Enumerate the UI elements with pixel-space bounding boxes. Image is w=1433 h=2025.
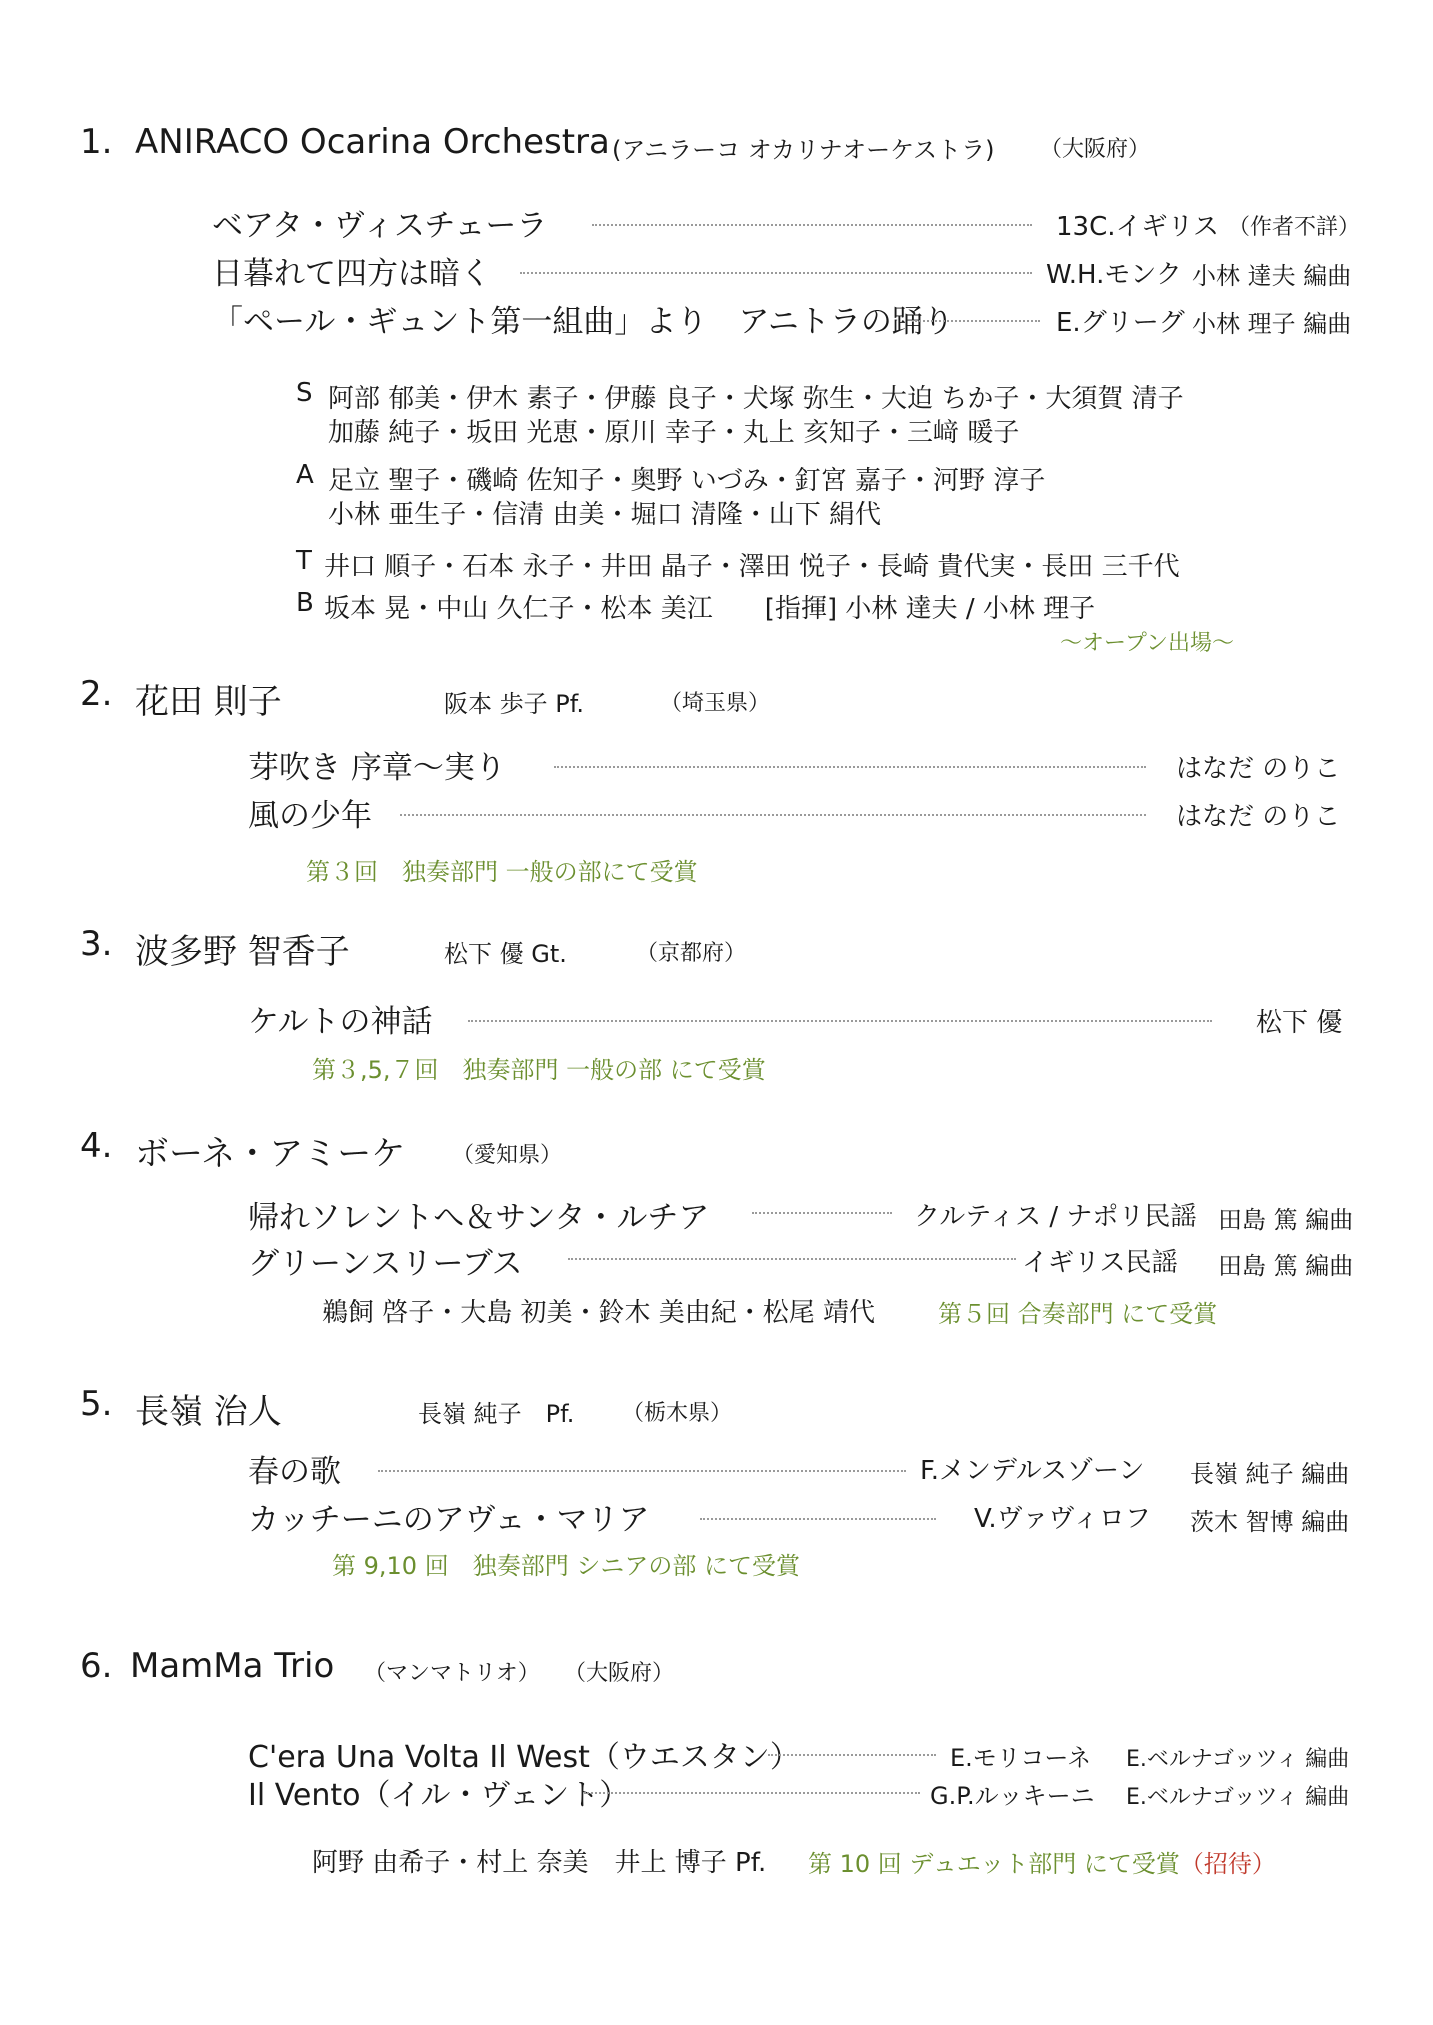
entry-1-prefecture: （大阪府） bbox=[1040, 137, 1151, 162]
entry-1-song-2-arranger: 小林 達夫 編曲 bbox=[1192, 262, 1352, 290]
entry-2-award: 第３回 独奏部門 一般の部にて受賞 bbox=[306, 858, 698, 886]
entry-6-award bbox=[808, 1844, 1276, 1879]
part-label: B bbox=[296, 588, 314, 618]
entry-5-number: 5. bbox=[80, 1384, 113, 1424]
entry-3-number: 3. bbox=[80, 924, 113, 964]
entry-4-members: 鵜飼 啓子・大島 初美・鈴木 美由紀・松尾 靖代 bbox=[322, 1298, 876, 1328]
entry-1-song-1-title: ベアタ・ヴィスチェーラ bbox=[212, 208, 548, 244]
entry-1-performer: ANIRACO Ocarina Orchestra bbox=[135, 122, 610, 162]
entry-1-song-2-composer: W.H.モンク bbox=[1046, 260, 1182, 290]
entry-1-song-1-composer: 13C.イギリス bbox=[1056, 212, 1219, 242]
entry-6-award-text: 第 10 回 デュエット部門 にて受賞 bbox=[808, 1850, 1180, 1878]
entry-2-performer: 花田 則子 bbox=[135, 682, 282, 722]
member-list: 阿部 郁美・伊木 素子・伊藤 良子・犬塚 弥生・大迫 ちか子・大須賀 清子 bbox=[328, 384, 1184, 414]
entry-5-song-1-title: 春の歌 bbox=[248, 1454, 341, 1490]
entry-2-number: 2. bbox=[80, 674, 113, 714]
entry-6-number: 6. bbox=[80, 1646, 113, 1686]
entry-1-song-2-title: 日暮れて四方は暗く bbox=[212, 256, 491, 292]
leader-dots bbox=[752, 1212, 892, 1214]
entry-1-song-3-arranger: 小林 理子 編曲 bbox=[1192, 310, 1352, 338]
leader-dots bbox=[400, 814, 1146, 816]
entry-4-song-1-composer: クルティス / ナポリ民謡 bbox=[914, 1202, 1197, 1232]
part-label: S bbox=[296, 378, 313, 408]
leader-dots bbox=[584, 1792, 920, 1794]
member-list: 加藤 純子・坂田 光恵・原川 幸子・丸上 亥知子・三﨑 暖子 bbox=[328, 418, 1020, 448]
leader-dots bbox=[768, 1754, 936, 1756]
entry-3-song-1-composer: 松下 優 bbox=[1256, 1008, 1343, 1038]
leader-dots bbox=[700, 1518, 936, 1520]
leader-dots bbox=[568, 1258, 1016, 1260]
entry-2-song-2-title: 風の少年 bbox=[248, 798, 372, 834]
entry-6-song-2-title: Il Vento（イル・ヴェント） bbox=[248, 1778, 630, 1813]
leader-dots bbox=[378, 1470, 906, 1472]
entry-3-prefecture: （京都府） bbox=[636, 941, 747, 966]
entry-2-accompanist: 阪本 歩子 Pf. bbox=[444, 690, 585, 718]
member-list: 坂本 晃・中山 久仁子・松本 美江 [指揮] 小林 達夫 / 小林 理子 bbox=[324, 594, 1096, 624]
entry-2-song-1-title: 芽吹き 序章～実り bbox=[248, 750, 506, 786]
entry-4-award: 第５回 合奏部門 にて受賞 bbox=[938, 1300, 1218, 1328]
entry-3-award: 第３,5,７回 独奏部門 一般の部 にて受賞 bbox=[312, 1056, 766, 1084]
entry-5-award: 第 9,10 回 独奏部門 シニアの部 にて受賞 bbox=[332, 1552, 800, 1580]
entry-1-song-1-arranger: （作者不詳） bbox=[1228, 215, 1361, 240]
entry-4-prefecture: （愛知県） bbox=[452, 1143, 563, 1168]
entry-6-song-1-title: C'era Una Volta Il West（ウエスタン） bbox=[248, 1740, 800, 1775]
entry-4-number: 4. bbox=[80, 1126, 113, 1166]
entry-4-song-2-composer: イギリス民謡 bbox=[1022, 1248, 1178, 1278]
entry-2-song-2-composer: はなだ のりこ bbox=[1176, 802, 1341, 832]
entry-3-accompanist: 松下 優 Gt. bbox=[444, 940, 567, 968]
entry-5-song-2-title: カッチーニのアヴェ・マリア bbox=[248, 1502, 650, 1538]
entry-6-song-1-arranger: E.ベルナゴッツィ 編曲 bbox=[1126, 1747, 1350, 1772]
entry-6-song-2-arranger: E.ベルナゴッツィ 編曲 bbox=[1126, 1785, 1350, 1810]
entry-6-song-2-composer: G.P.ルッキーニ bbox=[930, 1782, 1095, 1810]
leader-dots bbox=[468, 1020, 1212, 1022]
entry-6-invited: （招待） bbox=[1179, 1850, 1276, 1878]
entry-3-performer: 波多野 智香子 bbox=[135, 932, 350, 972]
entry-4-song-1-title: 帰れソレントへ＆サンタ・ルチア bbox=[248, 1200, 710, 1236]
entry-1-number: 1. bbox=[80, 122, 113, 162]
entry-1-note: ～オープン出場～ bbox=[1060, 631, 1235, 656]
entry-6-prefecture: （大阪府） bbox=[564, 1661, 675, 1686]
entry-1-subtitle: (アニラーコ オカリナオーケストラ) bbox=[612, 136, 995, 164]
entry-1-song-3-composer: E.グリーグ bbox=[1056, 308, 1185, 338]
entry-6-performer: MamMa Trio bbox=[130, 1646, 335, 1686]
entry-3-song-1-title: ケルトの神話 bbox=[248, 1004, 433, 1040]
entry-1-song-3-title: 「ペール・ギュント第一組曲」より アニトラの踊り bbox=[212, 304, 954, 340]
entry-5-accompanist: 長嶺 純子 Pf. bbox=[418, 1400, 575, 1428]
member-list: 小林 亜生子・信清 由美・堀口 清隆・山下 絹代 bbox=[328, 500, 882, 530]
part-label: A bbox=[296, 460, 314, 490]
entry-4-song-2-arranger: 田島 篤 編曲 bbox=[1218, 1252, 1354, 1280]
entry-2-prefecture: （埼玉県） bbox=[660, 691, 771, 716]
member-list: 足立 聖子・磯崎 佐知子・奥野 いづみ・釘宮 嘉子・河野 淳子 bbox=[328, 466, 1046, 496]
entry-5-song-2-composer: V.ヴァヴィロフ bbox=[974, 1504, 1151, 1534]
part-label: T bbox=[296, 546, 312, 576]
entry-5-song-1-composer: F.メンデルスゾーン bbox=[920, 1456, 1145, 1486]
entry-6-members: 阿野 由希子・村上 奈美 井上 博子 Pf. bbox=[312, 1848, 767, 1878]
entry-4-song-2-title: グリーンスリーブス bbox=[248, 1246, 523, 1282]
entry-6-subtitle: （マンマトリオ） bbox=[364, 1661, 540, 1686]
leader-dots bbox=[520, 272, 1032, 274]
entry-2-song-1-composer: はなだ のりこ bbox=[1176, 754, 1341, 784]
member-list: 井口 順子・石本 永子・井田 晶子・澤田 悦子・長崎 貴代実・長田 三千代 bbox=[324, 552, 1180, 582]
leader-dots bbox=[592, 224, 1032, 226]
entry-5-song-2-arranger: 茨木 智博 編曲 bbox=[1190, 1508, 1350, 1536]
leader-dots bbox=[912, 320, 1040, 322]
entry-6-song-1-composer: E.モリコーネ bbox=[950, 1744, 1092, 1772]
leader-dots bbox=[554, 766, 1146, 768]
entry-5-performer: 長嶺 治人 bbox=[135, 1392, 282, 1432]
entry-5-song-1-arranger: 長嶺 純子 編曲 bbox=[1190, 1460, 1350, 1488]
entry-5-prefecture: （栃木県） bbox=[622, 1401, 733, 1426]
entry-4-performer: ボーネ・アミーケ bbox=[135, 1134, 406, 1174]
entry-4-song-1-arranger: 田島 篤 編曲 bbox=[1218, 1206, 1354, 1234]
